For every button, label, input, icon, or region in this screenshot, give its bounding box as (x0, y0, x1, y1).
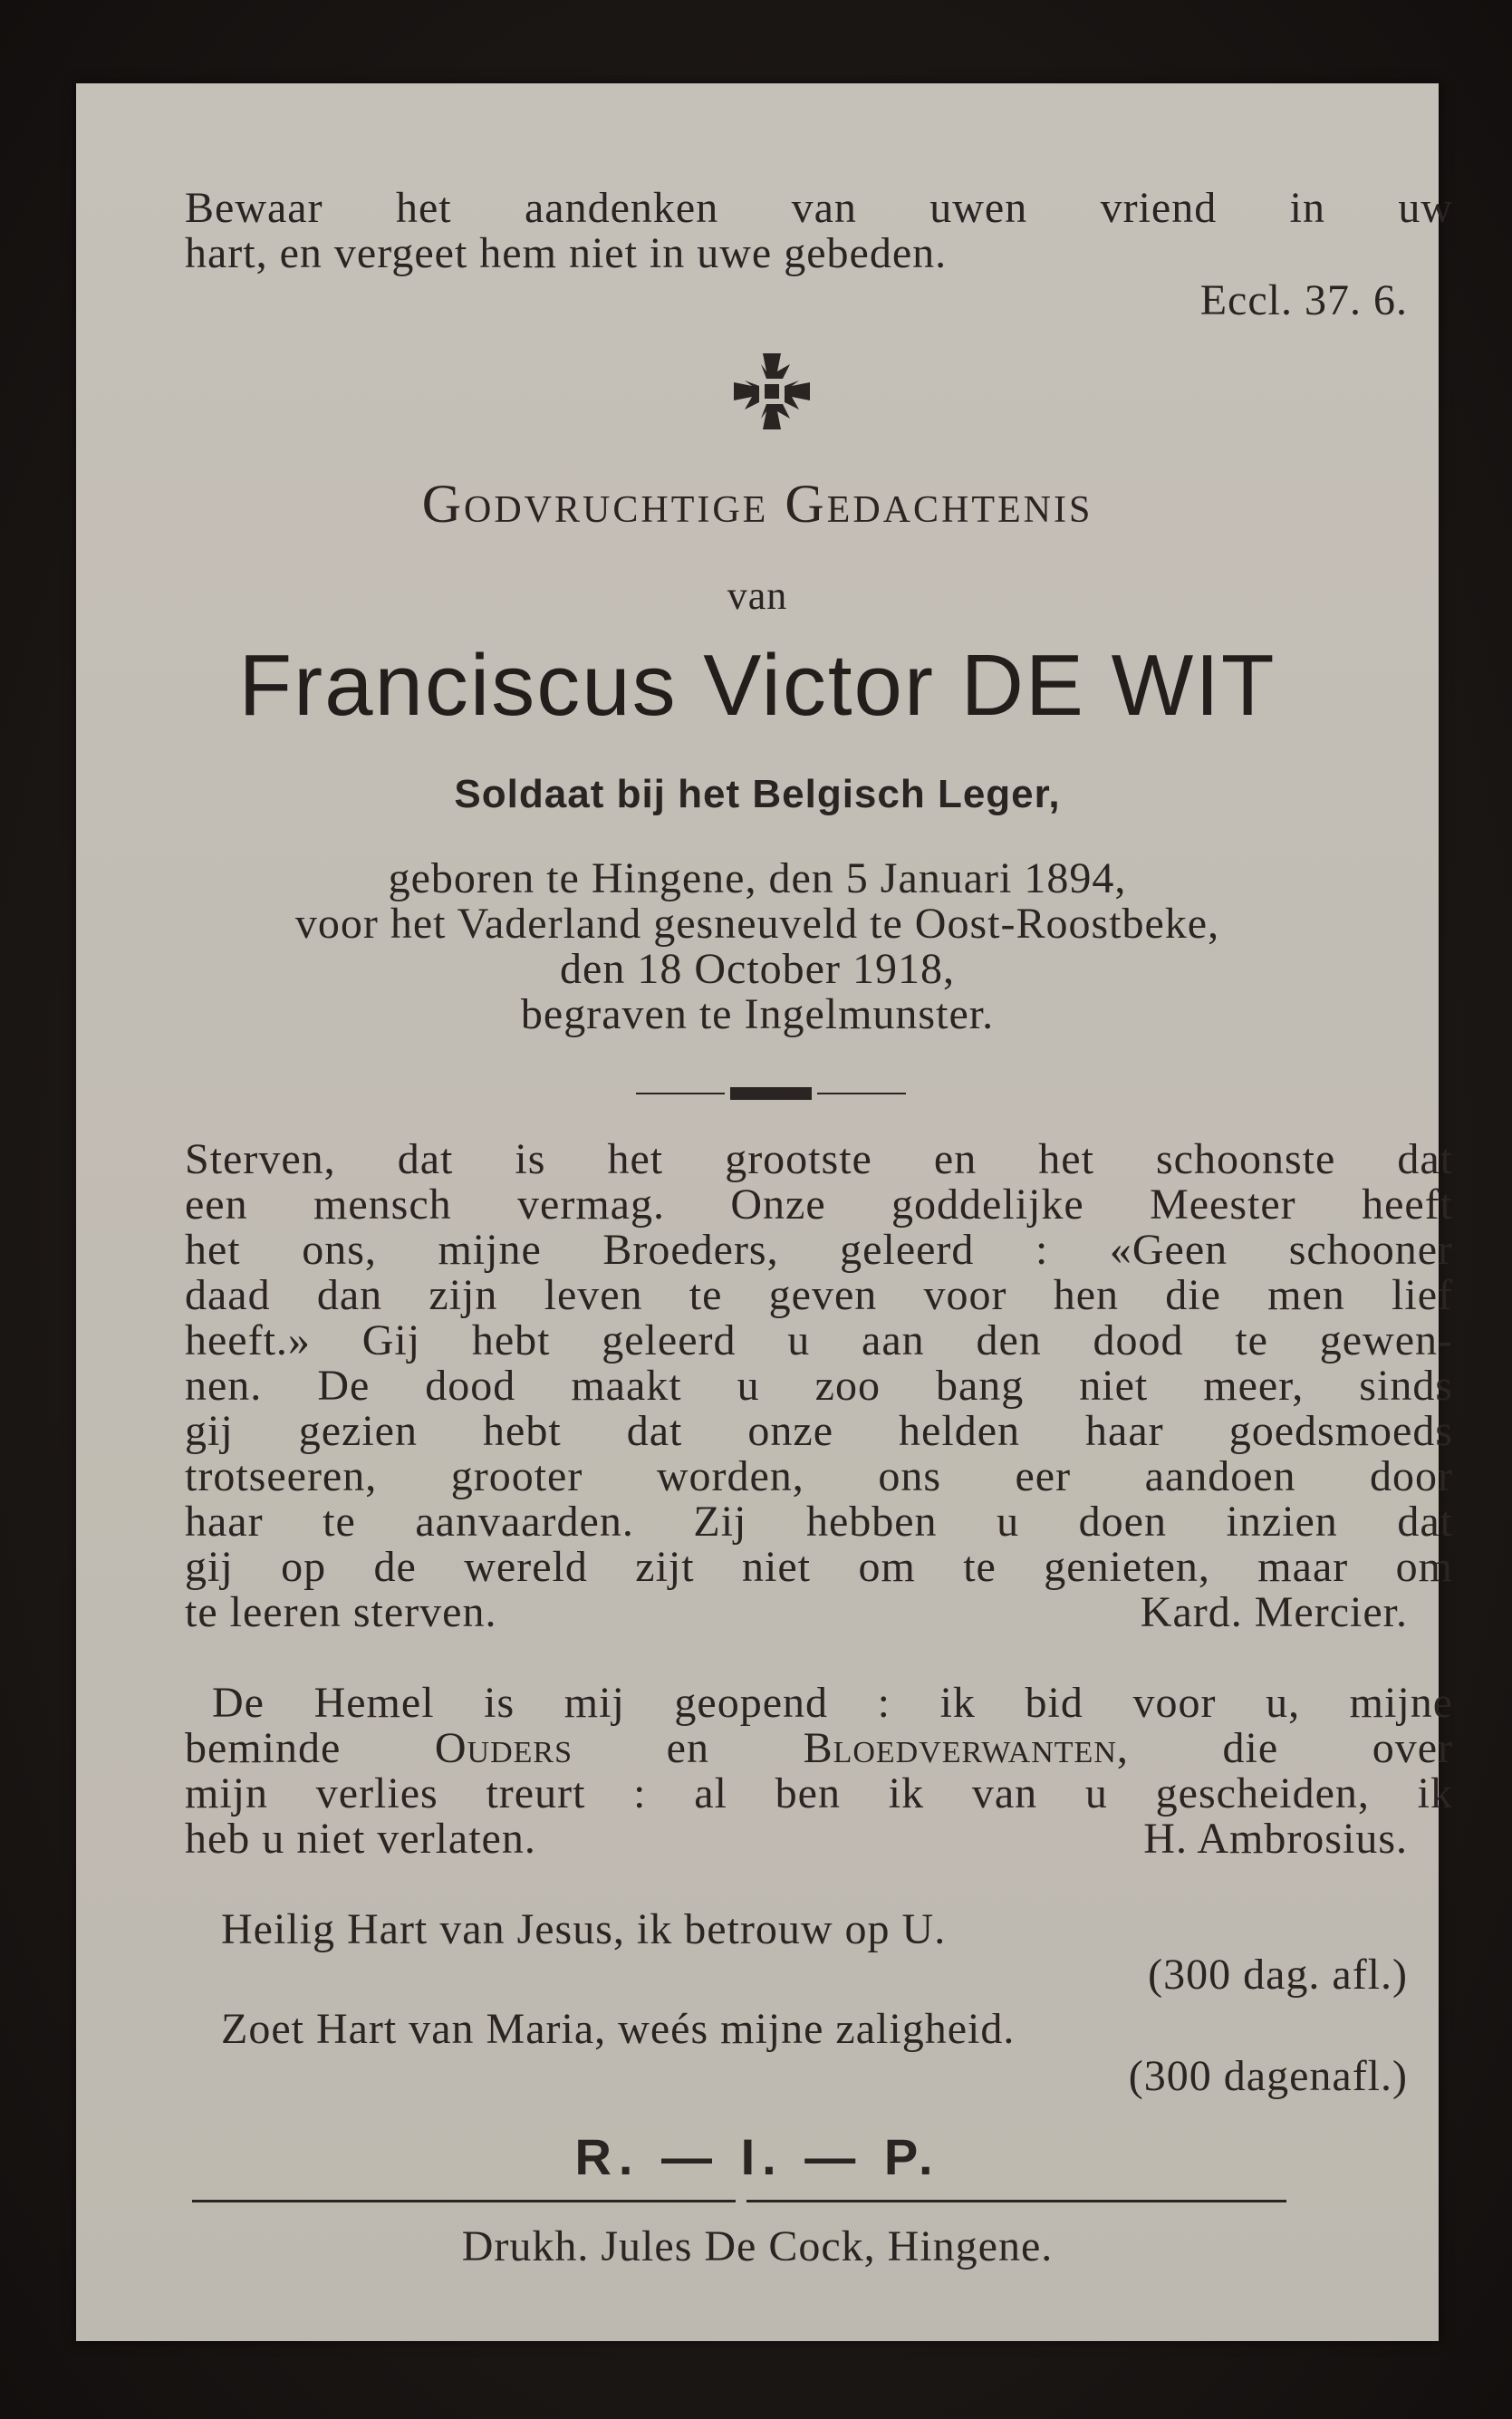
birth-line: geboren te Hingene, den 5 Januari 1894, (388, 854, 1127, 902)
indulgence-1: (300 dag. afl.) (1148, 1951, 1408, 1999)
death-date-line: den 18 October 1918, (560, 945, 955, 993)
indulgence-2: (300 dagenafl.) (1128, 2052, 1408, 2100)
mercier-line-6: nen. De dood maakt u zoo bang niet meer, sinds (185, 1362, 1453, 1410)
mercier-line-3: het ons, mijne Broeders, geleerd : «Geen schooner (185, 1226, 1453, 1274)
mercier-line-1: Sterven, dat is het grootste en het schoonste dat (185, 1135, 1453, 1183)
divider-left-rule (636, 1093, 725, 1094)
deceased-rank: Soldaat bij het Belgisch Leger, (454, 772, 1061, 816)
mercier-line-5: heeft.» Gij hebt geleerd u aan den dood te gewen- (185, 1316, 1453, 1364)
cross-ornament-icon (727, 346, 817, 437)
prayer-mary: Zoet Hart van Maria, weés mijne zaligheid. (221, 2005, 1016, 2053)
bottom-rule-right (746, 2200, 1286, 2202)
ambrosius-line-2 (185, 1723, 1453, 1773)
ambrosius-line-1: De Hemel is mij geopend : ik bid voor u, mijne (212, 1679, 1453, 1727)
mercier-line-9: haar te aanvaarden. Zij hebben u doen inzien dat (185, 1498, 1453, 1546)
divider-right-rule (817, 1093, 906, 1094)
ambrosius-line-3: mijn verlies treurt : al ben ik van u gescheiden, ik (185, 1769, 1453, 1817)
divider-center-bar (730, 1087, 812, 1100)
ambrosius-last-line: heb u niet verlaten. (185, 1815, 536, 1863)
prayer-sacred-heart: Heilig Hart van Jesus, ik betrouw op U. (221, 1905, 947, 1953)
card-title: Godvruchtige Gedachtenis (421, 474, 1093, 534)
ambrosius-word-en: en (666, 1724, 709, 1772)
memorial-card (76, 83, 1454, 2341)
mercier-last-line: te leeren sterven. (185, 1588, 497, 1636)
epigraph-line-2: hart, en vergeet hem niet in uwe gebeden. (185, 229, 948, 277)
epigraph-reference: Eccl. 37. 6. (1199, 276, 1408, 324)
bottom-rule-left (192, 2200, 736, 2202)
ambrosius-author: H. Ambrosius. (1143, 1815, 1408, 1863)
ambrosius-word-beminde: beminde (185, 1724, 342, 1772)
burial-line: begraven te Ingelmunster. (520, 990, 995, 1038)
mercier-line-10: gij op de wereld zijt niet om te genieten, maar om (185, 1543, 1453, 1591)
death-line: voor het Vaderland gesneuveld te Oost-Roostbeke, (294, 900, 1220, 948)
ambrosius-word-die-over: die over (1222, 1724, 1454, 1772)
mercier-author: Kard. Mercier. (1140, 1588, 1408, 1636)
deceased-name: Franciscus Victor DE WIT (238, 637, 1276, 734)
rip-text: R. — I. — P. (574, 2128, 940, 2185)
ambrosius-word-ouders: Ouders (434, 1724, 573, 1772)
mercier-line-7: gij gezien hebt dat onze helden haar goedsmoeds (185, 1407, 1453, 1455)
mercier-line-2: een mensch vermag. Onze goddelijke Meester heeft (185, 1181, 1453, 1229)
ambrosius-word-bloedverwanten: Bloedverwanten, (803, 1724, 1129, 1772)
van-label: van (727, 573, 788, 618)
mercier-line-8: trotseeren, grooter worden, ons eer aandoen door (185, 1452, 1453, 1500)
mercier-line-4: daad dan zijn leven te geven voor hen die men lief (185, 1271, 1453, 1319)
epigraph-line-1: Bewaar het aandenken van uwen vriend in uw (185, 184, 1453, 232)
printer-imprint: Drukh. Jules De Cock, Hingene. (461, 2222, 1054, 2270)
